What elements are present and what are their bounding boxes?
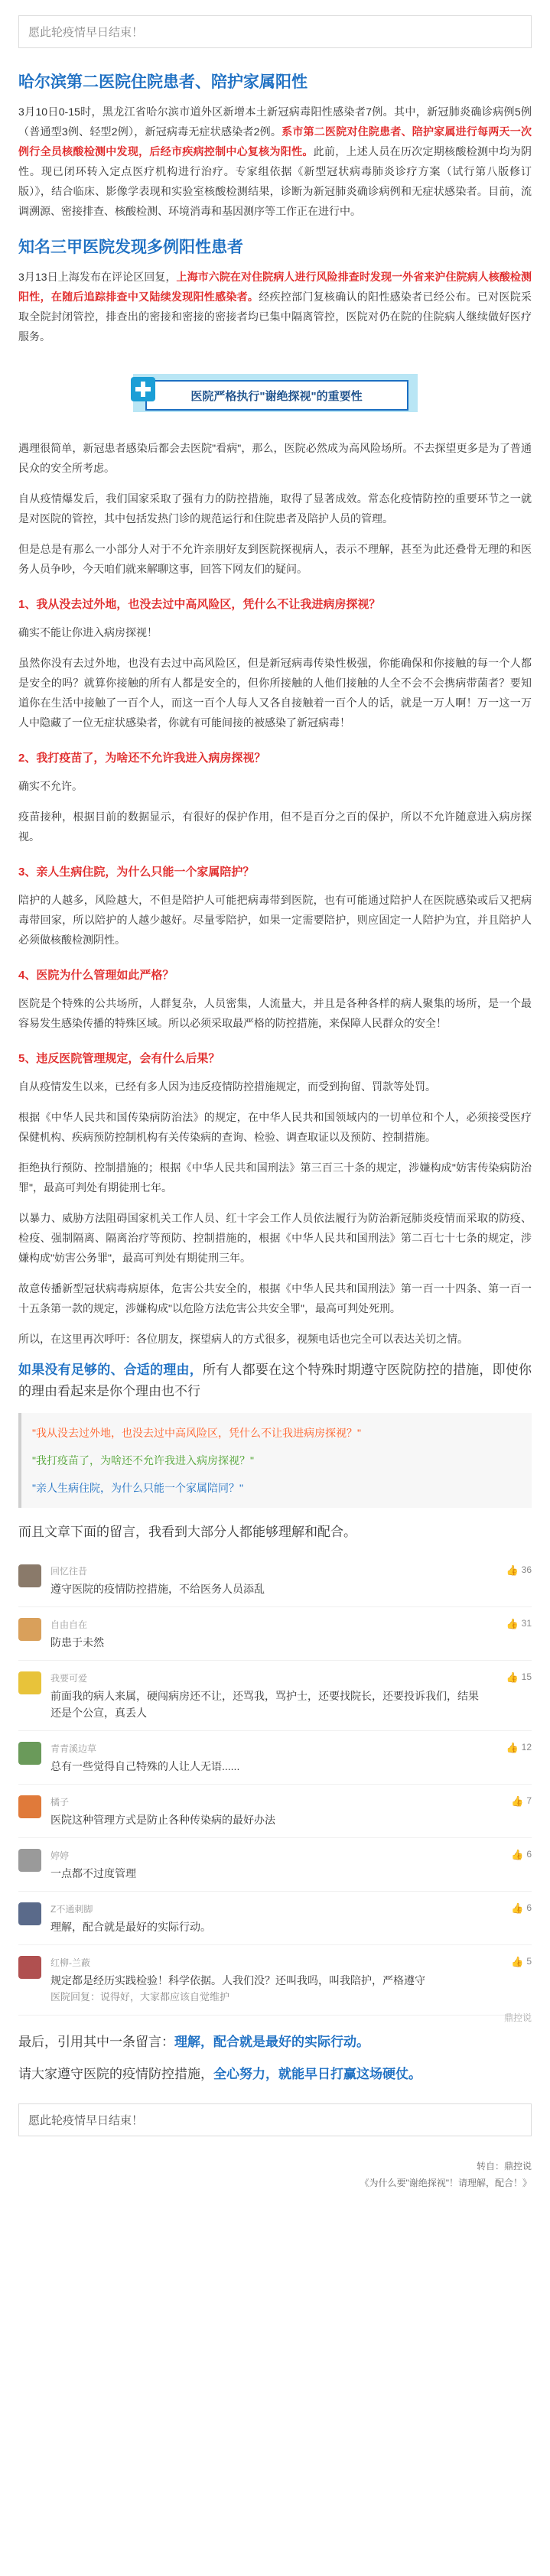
comment-reply: 医院回复：说得好，大家都应该自觉维护 <box>50 1991 230 2003</box>
comment-item <box>18 1838 532 1892</box>
comment-item <box>18 1785 532 1838</box>
comment-author[interactable]: 婷婷 <box>50 1850 70 1861</box>
thumbs-up-icon: 👍 <box>506 1564 519 1576</box>
final-quote-lead: 最后，引用其中一条留言： <box>18 2035 174 2049</box>
section1-text-red: 系市第二医院对住院患者、陪护家属进行每两天一次例行全员核酸检测中发现，后经市疾病控制中心复核为阳性。 <box>18 125 532 158</box>
section2-text-red: 上海市六院在对住院病人进行风险排查时发现一外省来沪住院病人核酸检测阳性，在随后追踪排查中又陆续发现阳性感染者。 <box>18 271 532 303</box>
ending-wish-box <box>18 2103 532 2136</box>
thumbs-up-icon: 👍 <box>506 1671 519 1683</box>
comment-list <box>18 1554 532 2016</box>
like-count: 12 <box>521 1742 532 1753</box>
answer-paragraph: 根据《中华人民共和国传染病防治法》的规定，在中华人民共和国领域内的一切单位和个人，必须接受医疗保健机构、疾病预防控制机构有关传染病的查询、检验、调查取证以及预防、控制措施。 <box>18 1111 532 1143</box>
section2-title: 知名三甲医院发现多例阳性患者 <box>18 239 243 256</box>
top-wish-box <box>18 15 532 48</box>
comment-item <box>18 1554 532 1607</box>
final-quote-highlight: 理解，配合就是最好的实际行动。 <box>174 2035 369 2049</box>
thumbs-up-icon: 👍 <box>506 1742 519 1753</box>
like-button[interactable] <box>486 1742 532 1775</box>
intro-paragraph: 自从疫情爆发后，我们国家采取了强有力的防控措施，取得了显著成效。常态化疫情防控的重要环节之一就是对医院的管控，其中包括发热门诊的规范运行和住院患者及陪护人员的管理。 <box>18 492 532 525</box>
avatar[interactable] <box>18 1849 41 1872</box>
banner-title: 医院严格执行"谢绝探视"的重要性 <box>145 380 408 411</box>
avatar[interactable] <box>18 1902 41 1925</box>
avatar[interactable] <box>18 1618 41 1641</box>
comment-body <box>50 1956 486 2006</box>
closing-lead-rest: 所有人都要在这个特殊时期遵守医院防控的措施，即使你的理由看起来是你个理由也不行 <box>18 1363 532 1398</box>
source-title[interactable]: 《为什么要"谢绝探视"！请理解，配合！》 <box>360 2178 532 2188</box>
comment-item <box>18 1892 532 1945</box>
like-count: 15 <box>521 1671 532 1682</box>
comment-body <box>50 1902 486 1935</box>
thumbs-up-icon: 👍 <box>511 1956 524 1967</box>
watermark: 鼎控说 <box>503 2012 532 2023</box>
comment-text: 医院这种管理方式是防止各种传染病的最好办法 <box>50 1814 275 1826</box>
comment-body <box>50 1671 486 1721</box>
comment-author[interactable]: 红柳-兰蔽 <box>50 1957 90 1968</box>
comment-item <box>18 1945 532 2016</box>
like-count: 5 <box>526 1956 532 1967</box>
source-info <box>18 2158 532 2191</box>
answer-paragraph: 疫苗接种，根据目前的数据显示，有很好的保护作用，但不是百分之百的保护，所以不允许随意进入病房探视。 <box>18 810 532 843</box>
like-count: 6 <box>526 1849 532 1860</box>
comment-author[interactable]: 自由自在 <box>50 1619 88 1630</box>
top-wish-text: 愿此轮疫情早日结束！ <box>28 26 144 39</box>
answer-paragraph: 以暴力、威胁方法阻碍国家机关工作人员、红十字会工作人员依法履行为防治新冠肺炎疫情而采取的防疫、检疫、强制隔离、隔离治疗等预防、控制措施的，根据《中华人民共和国刑法》第二百七十七条的规定，涉嫌构成"妨害公务罪"，最高可判处有期徒刑三年。 <box>18 1212 532 1264</box>
hospital-icon <box>122 369 164 415</box>
comment-author[interactable]: 回忆往昔 <box>50 1566 88 1577</box>
like-button[interactable] <box>486 1618 532 1651</box>
quote-line: "亲人生病住院，为什么只能一个家属陪同？" <box>32 1482 243 1494</box>
comment-author[interactable]: 我要可爱 <box>50 1673 88 1684</box>
section1-paragraph <box>18 102 532 221</box>
quote-line: "我从没去过外地，也没去过中高风险区，凭什么不让我进病房探视？" <box>32 1427 361 1439</box>
comment-text: 理解，配合就是最好的实际行动。 <box>50 1921 211 1933</box>
question-heading: 1、我从没去过外地，也没去过中高风险区，凭什么不让我进病房探视？ <box>18 598 381 611</box>
comment-body <box>50 1742 486 1775</box>
answer-paragraph: 虽然你没有去过外地，也没有去过中高风险区，但是新冠病毒传染性极强，你能确保和你接触的每一个人都是安全的吗？就算你接触的所有人都是安全的，但你所接触的人他们接触的人全不会不会携病带菌者？要知道你在生活中接触了一百个人，而这一百个人每人又各自接触着一百个人的话，就是一万人啊！万一这一万人中隐藏了一位无症状感染者，你就有可能间接的被感染了新冠病毒！ <box>18 657 532 729</box>
like-button[interactable] <box>486 1795 532 1828</box>
intro-paragraph: 遇理很简单，新冠患者感染后都会去医院"看病"，那么，医院必然成为高风险场所。不去探望更多是为了普通民众的安全所考虑。 <box>18 442 532 474</box>
comment-text: 前面我的病人来属，硬闯病房还不让，还骂我，骂护士，还要找院长，还要投诉我们，结果还是个公宣，真丢人 <box>50 1690 479 1719</box>
like-count: 7 <box>526 1795 532 1806</box>
final-quote <box>18 2032 532 2053</box>
avatar[interactable] <box>18 1795 41 1818</box>
comment-body <box>50 1849 486 1882</box>
avatar[interactable] <box>18 1671 41 1694</box>
thumbs-up-icon: 👍 <box>511 1902 524 1914</box>
section1-text-a: 3月10日0-15时，黑龙江省哈尔滨市道外区新增本土新冠病毒阳性感染者7例。其中，新冠肺炎确诊病例5例（普通型3例、轻型2例），新冠病毒无症状感染者2例。 <box>18 106 532 138</box>
question-heading: 5、违反医院管理规定，会有什么后果？ <box>18 1052 220 1065</box>
question-heading: 2、我打疫苗了，为啥还不允许我进入病房探视？ <box>18 752 266 765</box>
comment-item <box>18 1661 532 1731</box>
like-count: 31 <box>521 1618 532 1629</box>
comment-author[interactable]: Z不通刺脚 <box>50 1904 93 1915</box>
like-button[interactable] <box>486 1956 532 2006</box>
answer-paragraph: 医院是个特殊的公共场所，人群复杂，人员密集，人流量大，并且是各种各样的病人聚集的场所，是一个最容易发生感染传播的特殊区域。所以必须采取最严格的防控措施，来保障人民群众的安全！ <box>18 997 532 1029</box>
final-appeal-lead: 请大家遵守医院的疫情防控措施， <box>18 2067 213 2081</box>
comment-body <box>50 1795 486 1828</box>
like-button[interactable] <box>486 1671 532 1721</box>
comment-body <box>50 1564 486 1597</box>
final-appeal-highlight: 全心努力，就能早日打赢这场硬仗。 <box>213 2067 421 2081</box>
like-count: 36 <box>521 1564 532 1575</box>
section2-paragraph <box>18 267 532 346</box>
section-banner <box>122 369 428 418</box>
section2-text-b: 经疾控部门复核确认的阳性感染者已经公布。已对医院采取全院封闭管控，排查出的密接和密接的密接者均已集中隔离管控，医院对仍在院的住院病人继续做好医疗服务。 <box>18 291 532 343</box>
answer-paragraph: 确实不允许。 <box>18 780 83 792</box>
comment-text: 总有一些觉得自己特殊的人让人无语...... <box>50 1760 240 1772</box>
comment-text: 防患于未然 <box>50 1636 104 1649</box>
thumbs-up-icon: 👍 <box>511 1849 524 1860</box>
answer-paragraph: 所以，在这里再次呼吁：各位朋友，探望病人的方式很多，视频电话也完全可以表达关切之情。 <box>18 1333 468 1345</box>
ending-wish-text: 愿此轮疫情早日结束！ <box>28 2114 144 2127</box>
answer-paragraph: 陪护的人越多，风险越大，不但是陪护人可能把病毒带到医院，也有可能通过陪护人在医院感染或后又把病毒带回家，所以陪护的人越少越好。尽量零陪护，如果一定需要陪护，则应固定一人陪护为宜，并且陪护人必须做核酸检测阴性。 <box>18 894 532 946</box>
answer-paragraph: 故意传播新型冠状病毒病原体，危害公共安全的，根据《中华人民共和国刑法》第一百一十四条、第一百一十五条第一款的规定，涉嫌构成"以危险方法危害公共安全罪"，最高可判处死刑。 <box>18 1282 532 1314</box>
like-button[interactable] <box>486 1902 532 1935</box>
final-appeal <box>18 2064 532 2085</box>
answer-paragraph: 确实不能让你进入病房探视！ <box>18 626 158 638</box>
thumbs-up-icon: 👍 <box>511 1795 524 1807</box>
avatar[interactable] <box>18 1956 41 1979</box>
intro-paragraphs <box>18 438 532 579</box>
source-author: 转自：鼎控说 <box>476 2161 532 2172</box>
like-count: 6 <box>526 1902 532 1913</box>
answer-paragraph: 拒绝执行预防、控制措施的；根据《中华人民共和国刑法》第三百三十条的规定，涉嫌构成"妨害传染病防治罪"，最高可判处有期徒刑七年。 <box>18 1161 532 1194</box>
closing-lead <box>18 1359 532 1402</box>
qa-sections <box>18 596 532 1349</box>
avatar[interactable] <box>18 1742 41 1765</box>
like-button[interactable] <box>486 1849 532 1882</box>
section1-text-b: 此前，上述人员在历次定期核酸检测中均为阴性。现已闭环转入定点医疗机构进行治疗。专家组依据《新型冠状病毒肺炎诊疗方案（试行第八版修订版）》，结合临床、影像学表现和实验室核酸检测结果，诊断为新冠肺炎确诊病例和无症状感染者。目前，流调溯源、密接排查、核酸检测、环境消毒和基因测序等工作正在进行中。 <box>18 145 532 217</box>
quote-line: "我打疫苗了，为啥还不允许我进入病房探视？" <box>32 1454 254 1467</box>
comment-text: 一点都不过度管理 <box>50 1867 136 1879</box>
quote-box <box>18 1413 532 1508</box>
answer-paragraph: 自从疫情发生以来，已经有多人因为违反疫情防控措施规定，而受到拘留、罚款等处罚。 <box>18 1080 436 1093</box>
closing-after: 而且文章下面的留言，我看到大部分人都能够理解和配合。 <box>18 1525 356 1539</box>
comment-author[interactable]: 橘子 <box>50 1797 70 1808</box>
comment-body <box>50 1618 486 1651</box>
closing-lead-bold: 如果没有足够的、合适的理由， <box>18 1363 203 1377</box>
comment-item <box>18 1731 532 1785</box>
comment-author[interactable]: 青青溪边草 <box>50 1743 97 1754</box>
avatar[interactable] <box>18 1564 41 1587</box>
question-heading: 4、医院为什么管理如此严格？ <box>18 969 174 982</box>
question-heading: 3、亲人生病住院，为什么只能一个家属陪护？ <box>18 866 255 879</box>
like-button[interactable] <box>486 1564 532 1597</box>
comment-text: 规定都是经历实践检验！科学依据。人我们没？还叫我吗，叫我陪护，严格遵守 <box>50 1974 425 1986</box>
comment-item <box>18 1607 532 1661</box>
thumbs-up-icon: 👍 <box>506 1618 519 1629</box>
section2-text-a: 3月13日上海发布在评论区回复， <box>18 271 177 283</box>
comment-text: 遵守医院的疫情防控措施，不给医务人员添乱 <box>50 1583 265 1595</box>
intro-paragraph: 但是总是有那么一小部分人对于不允许亲朋好友到医院探视病人，表示不理解，甚至为此还叠骨无理的和医务人员争吵，今天咱们就来解聊这事，回答下网友们的疑问。 <box>18 543 532 575</box>
section1-title: 哈尔滨第二医院住院患者、陪护家属阳性 <box>18 73 308 91</box>
